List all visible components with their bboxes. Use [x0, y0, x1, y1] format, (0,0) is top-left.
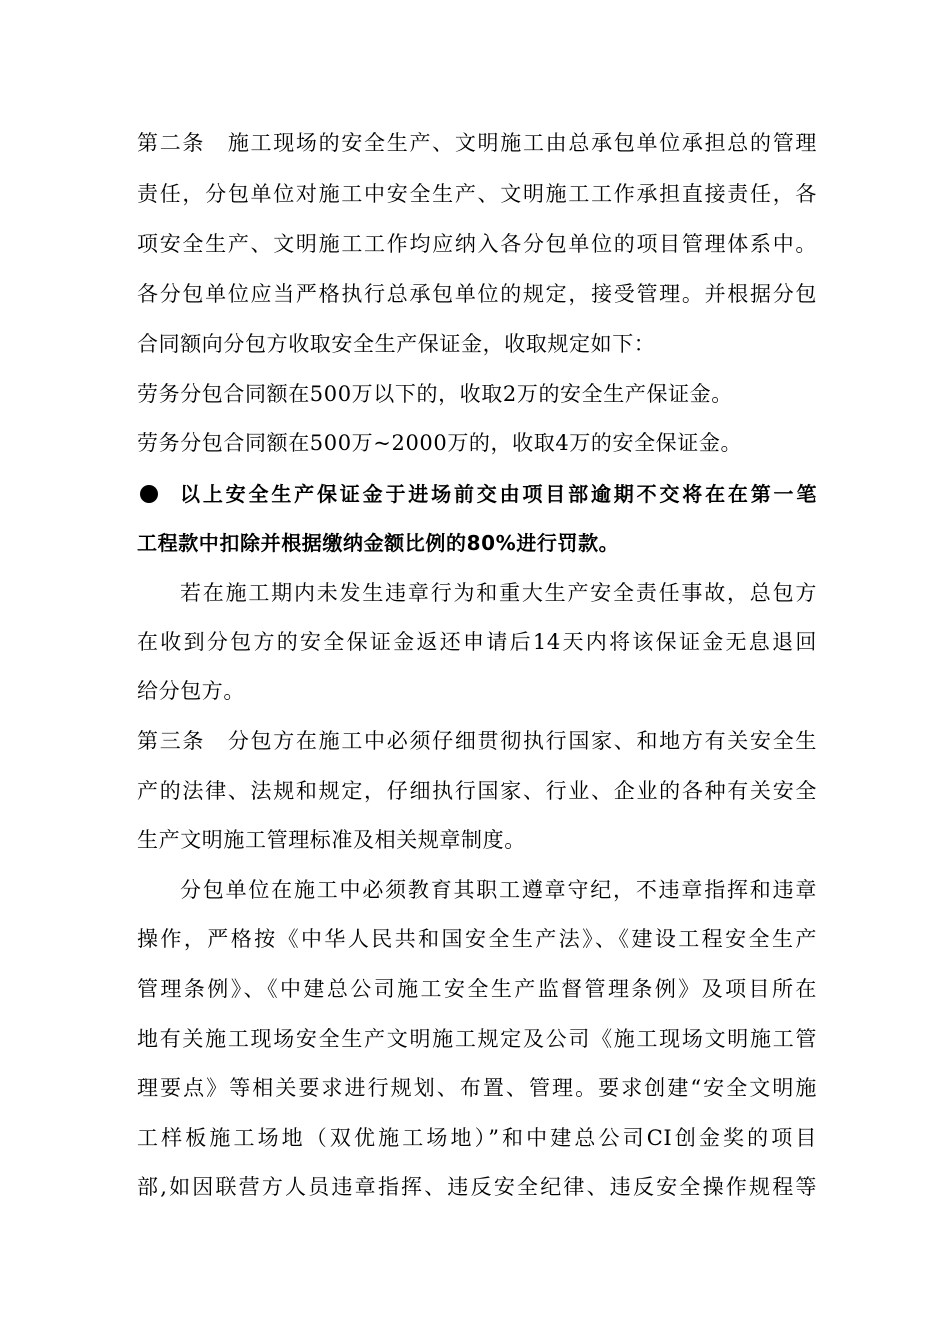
refund-line-1: 若在施工期内未发生违章行为和重大生产安全责任事故，总包方: [180, 581, 817, 605]
bullet-icon: [140, 485, 158, 503]
refund-line-3: 给分包方。: [137, 679, 245, 703]
article-2-line-4: 各分包单位应当严格执行总承包单位的规定，接受管理。并根据分包: [137, 282, 817, 306]
subcontractor-line-5: 理要点》等相关要求进行规划、布置、管理。要求创建“安全文明施: [137, 1076, 817, 1100]
subcontractor-line-1: 分包单位在施工中必须教育其职工遵章守纪，不违章指挥和违章: [180, 878, 817, 902]
subcontractor-line-2: 操作，严格按《中华人民共和国安全生产法》、《建设工程安全生产: [137, 927, 817, 951]
refund-line-2: 在收到分包方的安全保证金返还申请后14天内将该保证金无息退回: [137, 630, 817, 654]
subcontractor-line-3: 管理条例》、《中建总公司施工安全生产监督管理条例》及项目所在: [137, 977, 817, 1001]
article-2-line-2: 责任，分包单位对施工中安全生产、文明施工工作承担直接责任，各: [137, 182, 817, 206]
article-2-line-5: 合同额向分包方收取安全生产保证金，收取规定如下：: [137, 332, 656, 356]
subcontractor-line-7: 部,如因联营方人员违章指挥、违反安全纪律、违反安全操作规程等: [137, 1175, 817, 1199]
deposit-rule-1: 劳务分包合同额在500万以下的，收取2万的安全生产保证金。: [137, 382, 733, 406]
article-2-line-3: 项安全生产、文明施工工作均应纳入各分包单位的项目管理体系中。: [137, 232, 817, 256]
article-2-line-1: 第二条 施工现场的安全生产、文明施工由总承包单位承担总的管理: [137, 131, 817, 155]
article-3-line-2: 产的法律、法规和规定，仔细执行国家、行业、企业的各种有关安全: [137, 779, 817, 803]
subcontractor-line-4: 地有关施工现场安全生产文明施工规定及公司《施工现场文明施工管: [137, 1027, 817, 1051]
subcontractor-line-6: 工样板施工场地（双优施工场地）”和中建总公司CI创金奖的项目: [137, 1126, 817, 1150]
deposit-rule-2: 劳务分包合同额在500万~2000万的，收取4万的安全保证金。: [137, 431, 743, 455]
penalty-notice-line-2: 工程款中扣除并根据缴纳金额比例的80%进行罚款。: [137, 531, 620, 555]
article-3-line-1: 第三条 分包方在施工中必须仔细贯彻执行国家、和地方有关安全生: [137, 729, 817, 753]
article-3-line-3: 生产文明施工管理标准及相关规章制度。: [137, 828, 526, 852]
penalty-notice-line-1: 以上安全生产保证金于进场前交由项目部逾期不交将在在第一笔: [180, 482, 817, 506]
